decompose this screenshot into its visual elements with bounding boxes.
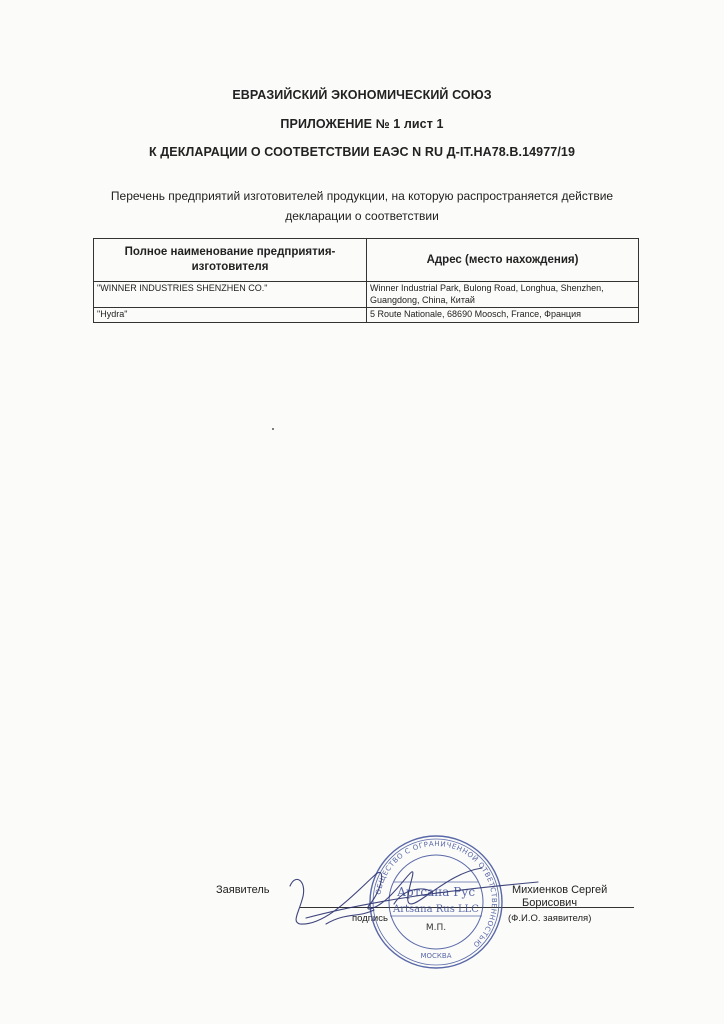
manufacturer-name: "Hydra"	[94, 308, 367, 323]
scan-speck	[272, 428, 274, 430]
manufacturers-table	[93, 238, 639, 323]
stamp-name-ru: Артсана Рус	[396, 885, 476, 899]
intro-line-2: декларации о соответствии	[285, 209, 439, 223]
table-row	[94, 282, 639, 308]
applicant-label: Заявитель	[216, 884, 270, 896]
column-header-address: Адрес (место нахождения)	[367, 239, 639, 282]
manufacturer-name: "WINNER INDUSTRIES SHENZHEN CO."	[94, 282, 367, 308]
stamp-name-en: Artsana Rus LLC	[393, 904, 479, 915]
fio-caption: (Ф.И.О. заявителя)	[508, 913, 592, 924]
stamp-ring-text: ОБЩЕСТВО С ОГРАНИЧЕННОЙ ОТВЕТСТВЕННОСТЬЮ	[374, 839, 499, 949]
stamp-city: МОСКВА	[420, 952, 452, 960]
union-title: ЕВРАЗИЙСКИЙ ЭКОНОМИЧЕСКИЙ СОЮЗ	[232, 88, 492, 102]
column-header-name: Полное наименование предприятия-изготовителя	[94, 239, 367, 282]
manufacturer-address: 5 Route Nationale, 68690 Moosch, France, Франция	[367, 308, 639, 323]
table-row	[94, 308, 639, 323]
signature-caption: подпись	[352, 913, 388, 924]
intro-text	[80, 186, 644, 226]
seal-caption: М.П.	[425, 923, 447, 933]
appendix-title: ПРИЛОЖЕНИЕ № 1 лист 1	[280, 117, 444, 131]
declaration-title: К ДЕКЛАРАЦИИ О СООТВЕТСТВИИ ЕАЭС N RU Д-IT.НА78.В.14977/19	[148, 145, 576, 159]
applicant-name-line-2: Борисович	[522, 897, 578, 909]
applicant-name-line-1: Михиенков Сергей	[512, 884, 608, 896]
intro-line-1: Перечень предприятий изготовителей продукции, на которую распространяется действие	[110, 189, 614, 203]
table-header-row	[94, 239, 639, 282]
handwritten-signature	[286, 852, 546, 942]
manufacturer-address: Winner Industrial Park, Bulong Road, Longhua, Shenzhen, Guangdong, China, Китай	[367, 282, 639, 308]
